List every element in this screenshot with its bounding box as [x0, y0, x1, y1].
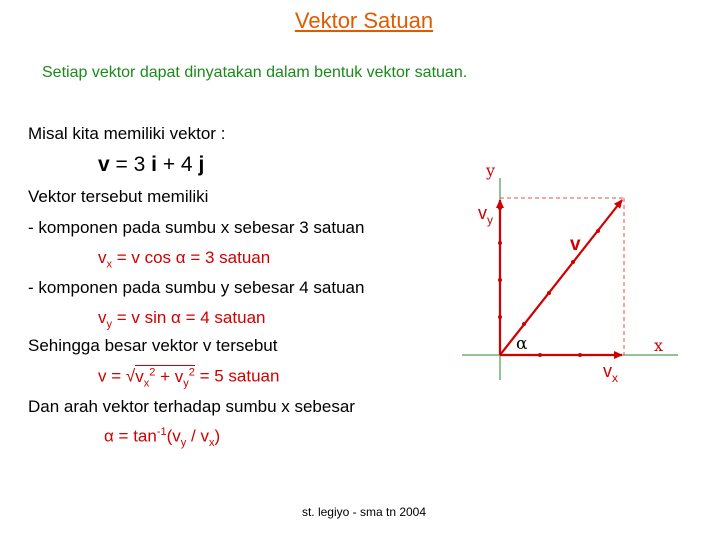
ang-y: y — [180, 437, 187, 450]
eq-j: j — [198, 153, 205, 176]
ang-open: (v — [166, 426, 181, 446]
vy-label: $v_y$ — [478, 203, 493, 227]
ang-slash: / v — [186, 426, 209, 446]
eq-v: v — [98, 153, 110, 176]
vy-rhs: = v sin α = 4 satuan — [112, 308, 266, 327]
vx-label: $v_x$ — [603, 361, 618, 385]
intro-line: Misal kita memiliki vektor : — [28, 124, 226, 143]
y-axis-label: y — [486, 161, 496, 180]
page-title: Vektor Satuan — [294, 8, 434, 33]
mag-lhs: v = √ — [98, 366, 136, 386]
ang-eq: = tan — [113, 426, 157, 446]
v-label: v — [570, 234, 581, 255]
ang-close: ) — [214, 426, 221, 446]
mag-x: x — [143, 377, 150, 390]
component-y-line: - komponen pada sumbu y sebesar 4 satuan — [28, 278, 365, 297]
subtitle: Setiap vektor dapat dinyatakan dalam bentuk vektor satuan. — [42, 64, 468, 81]
vx-rhs: = v cos α = 3 satuan — [112, 248, 271, 267]
ang-exp: -1 — [156, 426, 167, 438]
magnitude-intro: Sehingga besar vektor v tersebut — [28, 336, 278, 355]
component-x-line: - komponen pada sumbu x sebesar 3 satuan — [28, 218, 365, 237]
mag-2a: 2 — [149, 366, 156, 378]
vy-sub: y — [106, 318, 112, 331]
alpha-label: α — [516, 334, 528, 354]
mag-v1: v — [135, 366, 144, 386]
mag-2b: 2 — [188, 366, 195, 378]
eq-i: i — [151, 153, 157, 176]
mag-rhs: = 5 satuan — [194, 366, 280, 386]
eq-eq: = 3 — [109, 153, 152, 176]
vx-v: v — [98, 248, 107, 267]
vy-v: v — [98, 308, 107, 327]
resultant-vector-arrow — [500, 200, 622, 355]
vx-sub: x — [106, 258, 112, 271]
x-axis-label: x — [654, 336, 664, 355]
direction-intro: Dan arah vektor terhadap sumbu x sebesar — [28, 397, 355, 416]
mag-y: y — [183, 377, 189, 390]
footer-credit: st. legiyo - sma tn 2004 — [301, 505, 427, 519]
mag-plus: + v — [155, 366, 184, 386]
eq-plus: + 4 — [156, 153, 199, 176]
ang-alpha: α — [104, 426, 114, 446]
ang-x: x — [208, 437, 215, 450]
components-intro: Vektor tersebut memiliki — [28, 187, 209, 206]
